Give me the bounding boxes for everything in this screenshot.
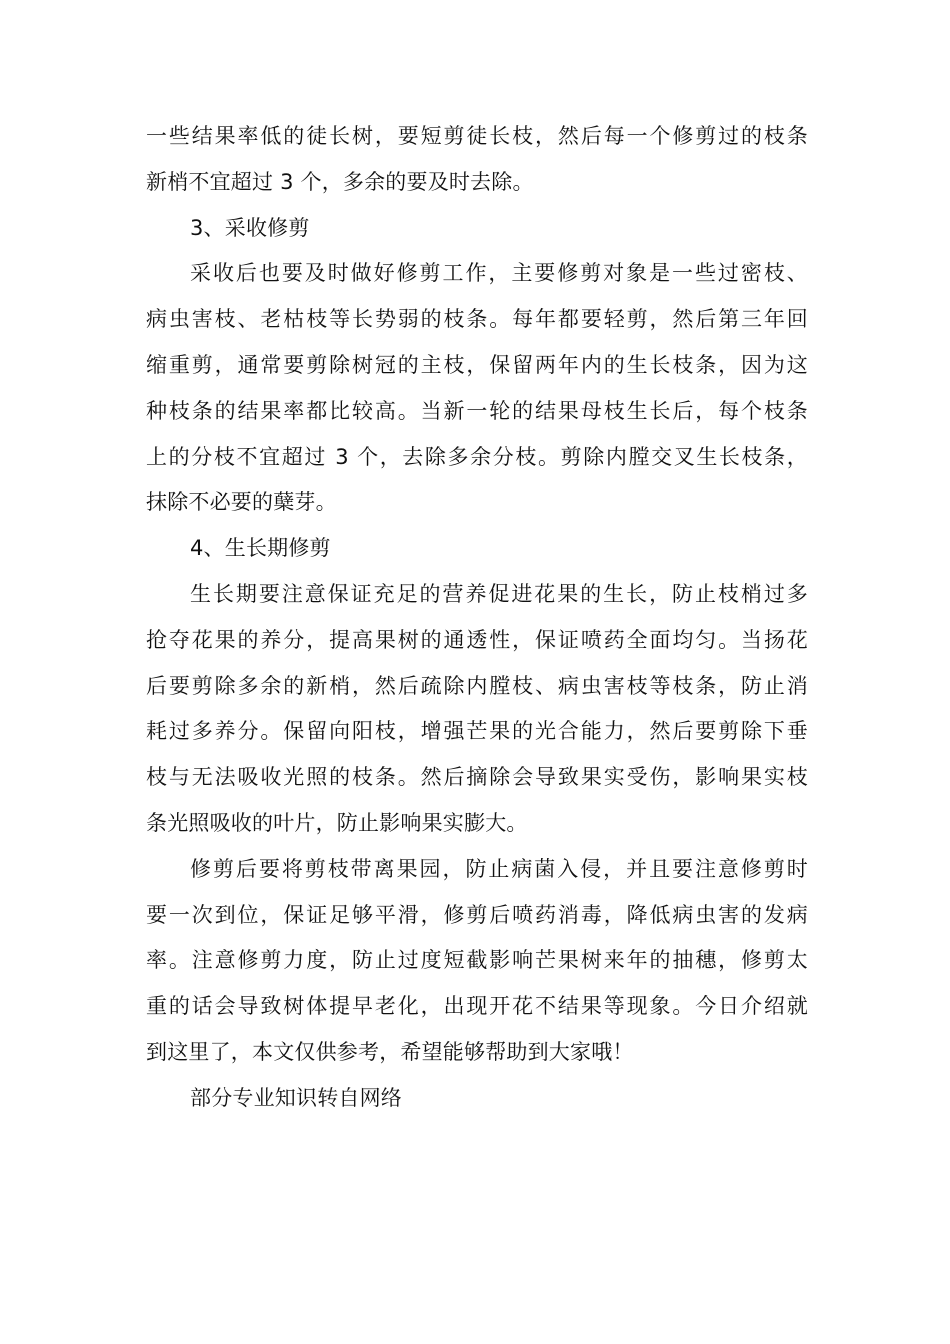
text-line: 缩重剪，通常要剪除树冠的主枝，保留两年内的生长枝条，因为这: [146, 352, 808, 377]
text-line: 到这里了，本文仅供参考，希望能够帮助到大家哦！: [146, 1039, 634, 1064]
text-line: 要一次到位，保证足够平滑，修剪后喷药消毒，降低病虫害的发病: [146, 902, 808, 927]
section-heading: 4、生长期修剪: [190, 536, 331, 561]
text-line: 一些结果率低的徒长树，要短剪徒长枝，然后每一个修剪过的枝条: [146, 124, 808, 148]
text-line: 种枝条的结果率都比较高。当新一轮的结果母枝生长后，每个枝条: [146, 398, 808, 423]
source-note: 部分专业知识转自网络: [190, 1085, 402, 1110]
text-line: 条光照吸收的叶片，防止影响果实膨大。: [146, 810, 528, 835]
text-line: 率。注意修剪力度，防止过度短截影响芒果树来年的抽穗，修剪太: [146, 948, 808, 973]
paragraph-first-line: 采收后也要及时做好修剪工作，主要修剪对象是一些过密枝、: [190, 261, 808, 286]
text-line: 耗过多养分。保留向阳枝，增强芒果的光合能力，然后要剪除下垂: [146, 719, 808, 744]
section-heading: 3、采收修剪: [190, 215, 310, 240]
text-line: 枝与无法吸收光照的枝条。然后摘除会导致果实受伤，影响果实枝: [146, 765, 808, 790]
text-line: 抹除不必要的蘖芽。: [146, 490, 337, 515]
text-line: 重的话会导致树体提早老化，出现开花不结果等现象。今日介绍就: [146, 994, 808, 1019]
text-line: 抢夺花果的养分，提高果树的通透性，保证喷药全面均匀。当扬花: [146, 627, 808, 652]
paragraph-first-line: 修剪后要将剪枝带离果园，防止病菌入侵，并且要注意修剪时: [190, 856, 808, 881]
text-line: 后要剪除多余的新梢，然后疏除内膛枝、病虫害枝等枝条，防止消: [146, 673, 808, 698]
text-line: 病虫害枝、老枯枝等长势弱的枝条。每年都要轻剪，然后第三年回: [146, 307, 808, 332]
text-line: 上的分枝不宜超过 3 个，去除多余分枝。剪除内膛交叉生长枝条，: [146, 444, 808, 469]
paragraph-first-line: 生长期要注意保证充足的营养促进花果的生长，防止枝梢过多: [190, 581, 808, 606]
document-body: [146, 114, 808, 1122]
text-line: 新梢不宜超过 3 个，多余的要及时去除。: [146, 169, 534, 194]
